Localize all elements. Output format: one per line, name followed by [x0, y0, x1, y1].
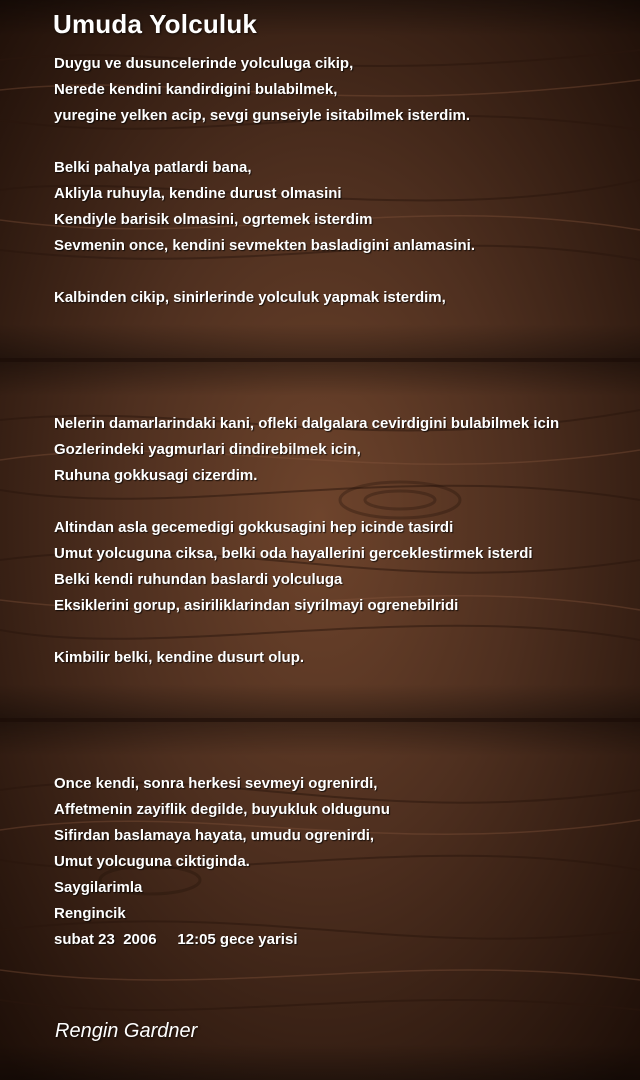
poem-line: Belki kendi ruhundan baslardi yolculuga — [54, 571, 343, 588]
poem-line: Belki pahalya patlardi bana, — [54, 159, 252, 176]
poem-line: Ruhuna gokkusagi cizerdim. — [54, 467, 258, 484]
poem-line: Nerede kendini kandirdigini bulabilmek, — [54, 81, 338, 98]
poem-line: Affetmenin zayiflik degilde, buyukluk oldugunu — [54, 801, 390, 818]
author-name: Rengin Gardner — [55, 1020, 198, 1042]
poem-line: Nelerin damarlarindaki kani, ofleki dalgalara cevirdigini bulabilmek icin — [54, 415, 560, 432]
poem-line: Umut yolcuguna ciksa, belki oda hayallerini gerceklestirmek isterdi — [54, 545, 533, 562]
signoff-line: Saygilarimla — [54, 879, 143, 896]
poem-line: Sevmenin once, kendini sevmekten basladigini anlamasini. — [54, 237, 475, 254]
poem-line: Eksiklerini gorup, asiriliklarindan siyrilmayi ogrenebilridi — [54, 597, 459, 614]
poem-line: Akliyla ruhuyla, kendine durust olmasini — [54, 185, 342, 202]
date-line: subat 23 2006 12:05 gece yarisi — [54, 931, 298, 948]
poem-line: Once kendi, sonra herkesi sevmeyi ogrenirdi, — [54, 775, 378, 792]
poem-line: Kalbinden cikip, sinirlerinde yolculuk yapmak isterdim, — [54, 289, 446, 306]
poem-line: Duygu ve dusuncelerinde yolculuga cikip, — [54, 55, 354, 72]
poem-line: Altindan asla gecemedigi gokkusagini hep icinde tasirdi — [54, 519, 454, 536]
signature-line: Rengincik — [54, 905, 126, 922]
poem-line: Kendiyle barisik olmasini, ogrtemek isterdim — [54, 211, 373, 228]
poem-line: Sifirdan baslamaya hayata, umudu ogrenirdi, — [54, 827, 375, 844]
poem-line: Gozlerindeki yagmurlari dindirebilmek icin, — [54, 441, 361, 458]
poem-line: yuregine yelken acip, sevgi gunseiyle isitabilmek isterdim. — [54, 107, 471, 124]
poem-line: Kimbilir belki, kendine dusurt olup. — [54, 649, 305, 666]
poem-title: Umuda Yolculuk — [53, 9, 258, 39]
poem-line: Umut yolcuguna ciktiginda. — [54, 853, 250, 870]
